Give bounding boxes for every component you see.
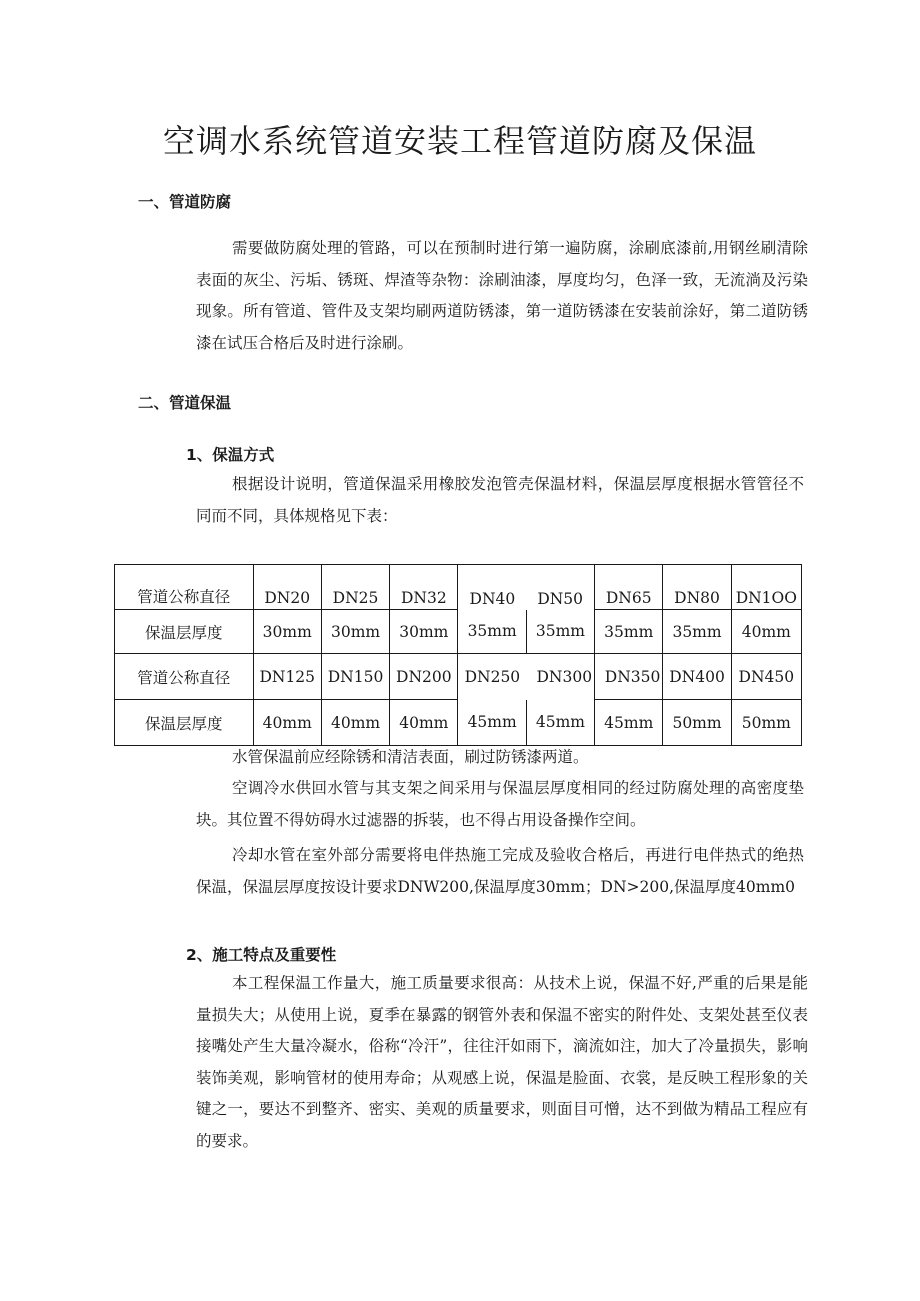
paragraph-insulation-intro: 根据设计说明，管道保温采用橡胶发泡管壳保温材料，保温层厚度根据水管管径不同而不同，具体规格见下表： xyxy=(196,475,804,525)
paragraph-rust-removal: 水管保温前应经除锈和清洁表面，刷过防锈漆两道。 xyxy=(232,748,589,766)
table-cell: DN200 xyxy=(390,654,458,700)
table-cell: DN25 xyxy=(321,565,389,610)
page-title: 空调水系统管道安装工程管道防腐及保温 xyxy=(162,122,757,160)
insulation-spec-table xyxy=(114,564,802,746)
table-cell: DN32 xyxy=(390,565,458,610)
table-cell: DN80 xyxy=(663,565,731,610)
table-row-label: 管道公称直径 xyxy=(115,565,254,610)
table-cell: 40mm xyxy=(321,700,389,746)
table-cell: DN300 xyxy=(526,654,594,700)
paragraph-outdoor-cooling-pipes: 冷却水管在室外部分需要将电伴热施工完成及验收合格后，再进行电伴热式的绝热保温，保温层厚度按设计要求DNW200,保温厚度30mm；DN>200,保温厚度40mm0 xyxy=(196,846,804,896)
table-cell: 50mm xyxy=(731,700,801,746)
table-cell: 50mm xyxy=(663,700,731,746)
table-cell: DN50 xyxy=(526,565,594,610)
paragraph-anticorrosion: 需要做防腐处理的管路，可以在预制时进行第一遍防腐，涂刷底漆前,用钢丝刷清除表面的灰尘、污垢、锈斑、焊渣等杂物：涂刷油漆，厚度均匀，色泽一致，无流淌及污染现象。所有管道、管件及支架均刷两道防锈漆，第一道防锈漆在安装前涂好，第二道防锈漆在试压合格后及时进行涂刷。 xyxy=(196,239,808,352)
table-row xyxy=(115,565,802,610)
paragraph-support-pads: 空调冷水供回水管与其支架之间采用与保温层厚度相同的经过防腐处理的高密度垫块。其位置不得妨碍水过滤器的拆装，也不得占用设备操作空间。 xyxy=(196,779,804,829)
table-cell: 35mm xyxy=(663,610,731,654)
subsection-heading-insulation-method: 1、保温方式 xyxy=(186,446,275,464)
table-cell: 35mm xyxy=(526,610,594,654)
subsection-heading-construction-features: 2、施工特点及重要性 xyxy=(186,946,337,964)
table-cell: 45mm xyxy=(595,700,663,746)
table-row xyxy=(115,610,802,654)
table-cell: DN20 xyxy=(253,565,321,610)
paragraph-construction-features: 本工程保温工作量大，施工质量要求很高：从技术上说，保温不好,严重的后果是能量损失大；从使用上说，夏季在暴露的钢管外表和保温不密实的附件处、支架处甚至仪表接嘴处产生大量冷凝水，俗称“冷汗”，往往汗如雨下，滴流如注，加大了冷量损失，影响装饰美观，影响管材的使用寿命；从观感上说，保温是脸面、衣裳，是反映工程形象的关键之一，要达不到整齐、密实、美观的质量要求，则面目可憎，达不到做为精品工程应有的要求。 xyxy=(196,974,808,1150)
table-row xyxy=(115,700,802,746)
table-cell: 35mm xyxy=(595,610,663,654)
table-cell: DN250 xyxy=(458,654,526,700)
table-row xyxy=(115,654,802,700)
table-row-label: 保温层厚度 xyxy=(115,610,254,654)
table-cell: DN450 xyxy=(731,654,801,700)
table-cell: DN350 xyxy=(595,654,663,700)
table-cell: DN65 xyxy=(595,565,663,610)
table-cell: DN125 xyxy=(253,654,321,700)
table-cell: 30mm xyxy=(390,610,458,654)
table-cell: DN40 xyxy=(458,565,526,610)
table-cell: 35mm xyxy=(458,610,526,654)
table-cell: 40mm xyxy=(390,700,458,746)
table-cell: 40mm xyxy=(253,700,321,746)
table-row-label: 管道公称直径 xyxy=(115,654,254,700)
section-heading-anticorrosion: 一、管道防腐 xyxy=(138,193,232,211)
table-cell: 45mm xyxy=(526,700,594,746)
table-row-label: 保温层厚度 xyxy=(115,700,254,746)
table-cell: DN400 xyxy=(663,654,731,700)
section-heading-insulation: 二、管道保温 xyxy=(138,394,232,412)
table-cell: 45mm xyxy=(458,700,526,746)
table-cell: DN150 xyxy=(321,654,389,700)
table-cell: DN1OO xyxy=(731,565,801,610)
table-cell: 40mm xyxy=(731,610,801,654)
table-cell: 30mm xyxy=(253,610,321,654)
table-cell: 30mm xyxy=(321,610,389,654)
